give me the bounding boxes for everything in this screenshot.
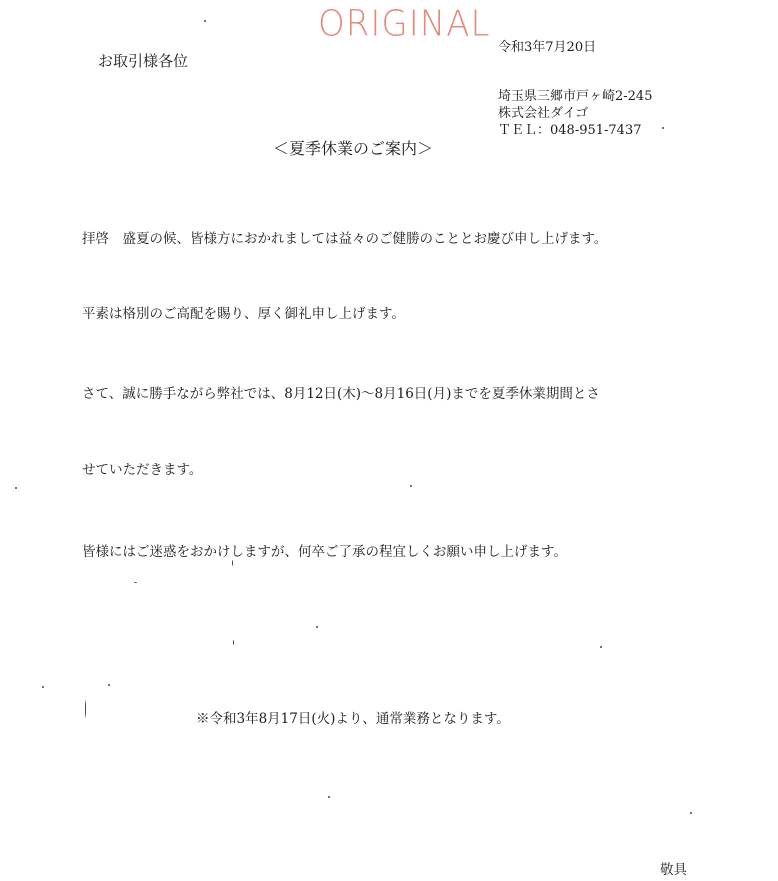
scan-speck: [690, 812, 692, 814]
scan-speck: [600, 646, 602, 648]
original-stamp: ORIGINAL: [318, 3, 491, 45]
scan-speck: [410, 485, 412, 487]
scan-speck: [134, 582, 137, 583]
sender-tel: ＴＥＬ：048-951-7437: [498, 123, 642, 138]
scan-speck: [15, 487, 17, 489]
paragraph-apology: 皆様にはご迷惑をおかけしますが、何卒ご了承の程宜しくお願い申し上げます。: [82, 544, 567, 560]
paragraph-holiday-line2: せていただきます。: [82, 462, 203, 478]
resume-note: ※令和3年8月17日(火)より、通常業務となります。: [196, 711, 510, 727]
sender-block: [498, 88, 652, 139]
sender-company: 株式会社ダイゴ: [498, 106, 589, 121]
sender-address: 埼玉県三郷市戸ヶ崎2-245: [498, 89, 653, 104]
paragraph-holiday-line1: さて、誠に勝手ながら弊社では、8月12日(木)～8月16日(月)までを夏季休業期間とさ: [82, 386, 600, 402]
scan-speck: [233, 640, 234, 645]
document-date: 令和3年7月20日: [498, 40, 597, 55]
scan-speck: [42, 686, 44, 688]
scan-speck: [662, 127, 664, 129]
scan-speck: [85, 700, 86, 718]
scan-speck: [232, 560, 233, 566]
closing-word: 敬具: [660, 862, 687, 878]
paragraph-greeting: 拝啓 盛夏の候、皆様方におかれましては益々のご健勝のこととお慶び申し上げます。: [82, 231, 608, 247]
scan-speck: [204, 20, 206, 22]
paragraph-thanks: 平素は格別のご高配を賜り、厚く御礼申し上げます。: [82, 306, 405, 322]
scan-speck: [316, 626, 318, 628]
addressee: お取引様各位: [98, 52, 189, 70]
document-title: ＜夏季休業のご案内＞: [273, 139, 434, 158]
scan-speck: [108, 684, 110, 686]
scan-speck: [328, 796, 330, 798]
